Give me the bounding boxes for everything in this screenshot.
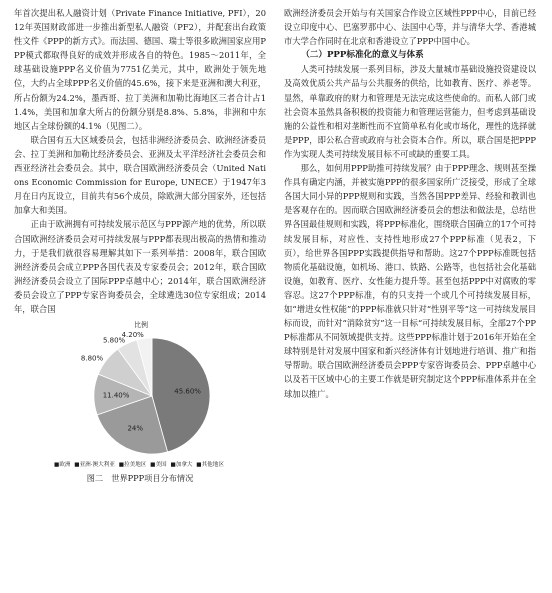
legend-item-europe: ■欧洲 [54,462,71,469]
legend-item-asia-australia: ■亚洲·澳大利亚 [74,462,115,469]
chart-legend [14,460,266,468]
pie-label-4: 5.80% [102,336,126,345]
legend-item-usa: ■美国 [150,462,167,469]
left-column [14,6,266,486]
legend-item-canada: ■加拿大 [170,462,193,469]
pie-label-2: 11.40% [102,391,130,400]
section-heading: （二）PPP标准化的意义与体系 [301,50,424,61]
pie-chart-figure [14,318,266,486]
pie-label-1: 24% [127,424,144,433]
right-column [284,6,536,401]
paragraph-right-3: 那么，如何用PPP助推可持续发展？由于PPP理念、规则甚至操作具有确定内涵，并被实施PPP的很多国家所广泛接受，形成了全球各国大同小异的PPP规则和实践，当然各国PPP差异、经验和教训也是客观存在的。因而联合国欧洲经济委员会的想法和做法是，总结世界各国最佳规则和实践，将PPP标准化，围绕联合国确立的17个可持续发展目标，对应性、支持性地形成27个PPP标准（见表2，下页），给世界各国PPP实践提供指导和帮助。这27个PPP标准既包括物质化基础设施，如机场、港口、铁路、公路等，也包括社会化基础设施，如教育、医疗、女性能力提升等。甚至包括PPP中对腐败的零容忍。这27个PPP标准，有的只支持一个或几个可持续发展目标，如“增进女性权能”的PPP标准就只针对“性别平等”这一可持续发展目标而设，而针对“消除贫穷”这一目标“可持续发展目标，全部27个PPP标准都从不同领域提供支持。这些PPP标准计划于2016年开始在全球特别是针对发展中国家和新兴经济体有计划地进行培训、推广和指导帮助。联合国欧洲经济委员会PPP专家咨询委员会、PPP卓越中心以及若干区域中心的主要工作就是研究制定这个PPP标准体系并在全球加以推广。 [284,163,536,399]
paragraph-left-1: 年首次提出私人融资计划（Private Finance Initiative, PFI），2012年英国财政部进一步推出新型私人融资（PF2），并配套出台政策性文件《PPP的新方式》。而法国、德国、瑞士等很多欧洲国家应用PPP模式都取得良好的成效并形成各自的特色。1985～2011年，全球基础设施PPP名义价值为7751亿美元，其中，欧洲处于领先地位，大约占全球PPP名义价值的45.6%，接下来是亚洲和澳大利亚，所占份额为24.2%，墨西哥、拉丁美洲和加勒比海地区三者合计占11.4%，美国和加拿大所占的份额分别是8.8%、5.8%，非洲和中东地区占全球份额的4.1%（见图二）。 [14,8,266,131]
paragraph-right-1: 欧洲经济委员会开始与有关国家合作设立区域性PPP中心，目前已经设立印度中心、巴塞罗那中心、法国中心等，并与清华大学、香港城市大学合作同时在北京和香港设立了PPP中国中心。 [284,8,536,47]
paragraph-left-3: 正由于欧洲拥有可持续发展示范区与PPP源产地的优势，所以联合国欧洲经济委员会对可持续发展与PPP都表现出极高的热情和推动力，于是我们就很容易理解其如下一系列举措：2008年，联合国欧洲经济委员会成立PPP各国代表及专家委员会；2012年，联合国欧洲经济委员会设立了国际PPP卓越中心；2014年，联合国欧洲经济委员会设立了PPP专家咨询委员会，全球遴选30位专家组成；2014年，联合国 [14,219,266,314]
paragraph-right-2: 人类可持续发展一系列目标，涉及大量城市基础设施投资建设以及高效优质公共产品与公共服务的供给，比如教育、医疗、养老等。显然，单靠政府的财力和管理是无法完成这些使命的。而私人部门或社会资本虽然具备积极的投资能力和管理运营能力，但考虑到基础设施的公益性和相对垄断性而不宜简单私有化或市场化，理性的选择就是PPP，即公私合营或政府与社会资本合作。所以，联合国是把PPP作为实现人类可持续发展目标不可或缺的重要工具。 [284,64,536,159]
legend-item-latin-america: ■拉美地区 [118,462,147,469]
pie-chart [14,318,266,460]
figure-caption: 图二 世界PPP项目分布情况 [86,473,194,484]
chart-title: 比例 [134,321,148,330]
pie-label-0: 45.60% [174,387,201,396]
pie-label-5: 4.20% [121,331,144,340]
paragraph-left-2: 联合国有五大区域委员会，包括非洲经济委员会、欧洲经济委员会、拉丁美洲和加勒比经济委员会、亚洲及太平洋经济社会委员会和西亚经济社会委员会。其中，联合国欧洲经济委员会（United Nations Economic Commission for Europe, UNECE）于1947年3月在日内瓦设立，目前共有56个成员，除欧洲大部分国家外，还包括加拿大和美国。 [14,134,266,216]
legend-item-other: ■其他地区 [196,462,224,469]
pie-label-3: 8.80% [80,354,104,363]
